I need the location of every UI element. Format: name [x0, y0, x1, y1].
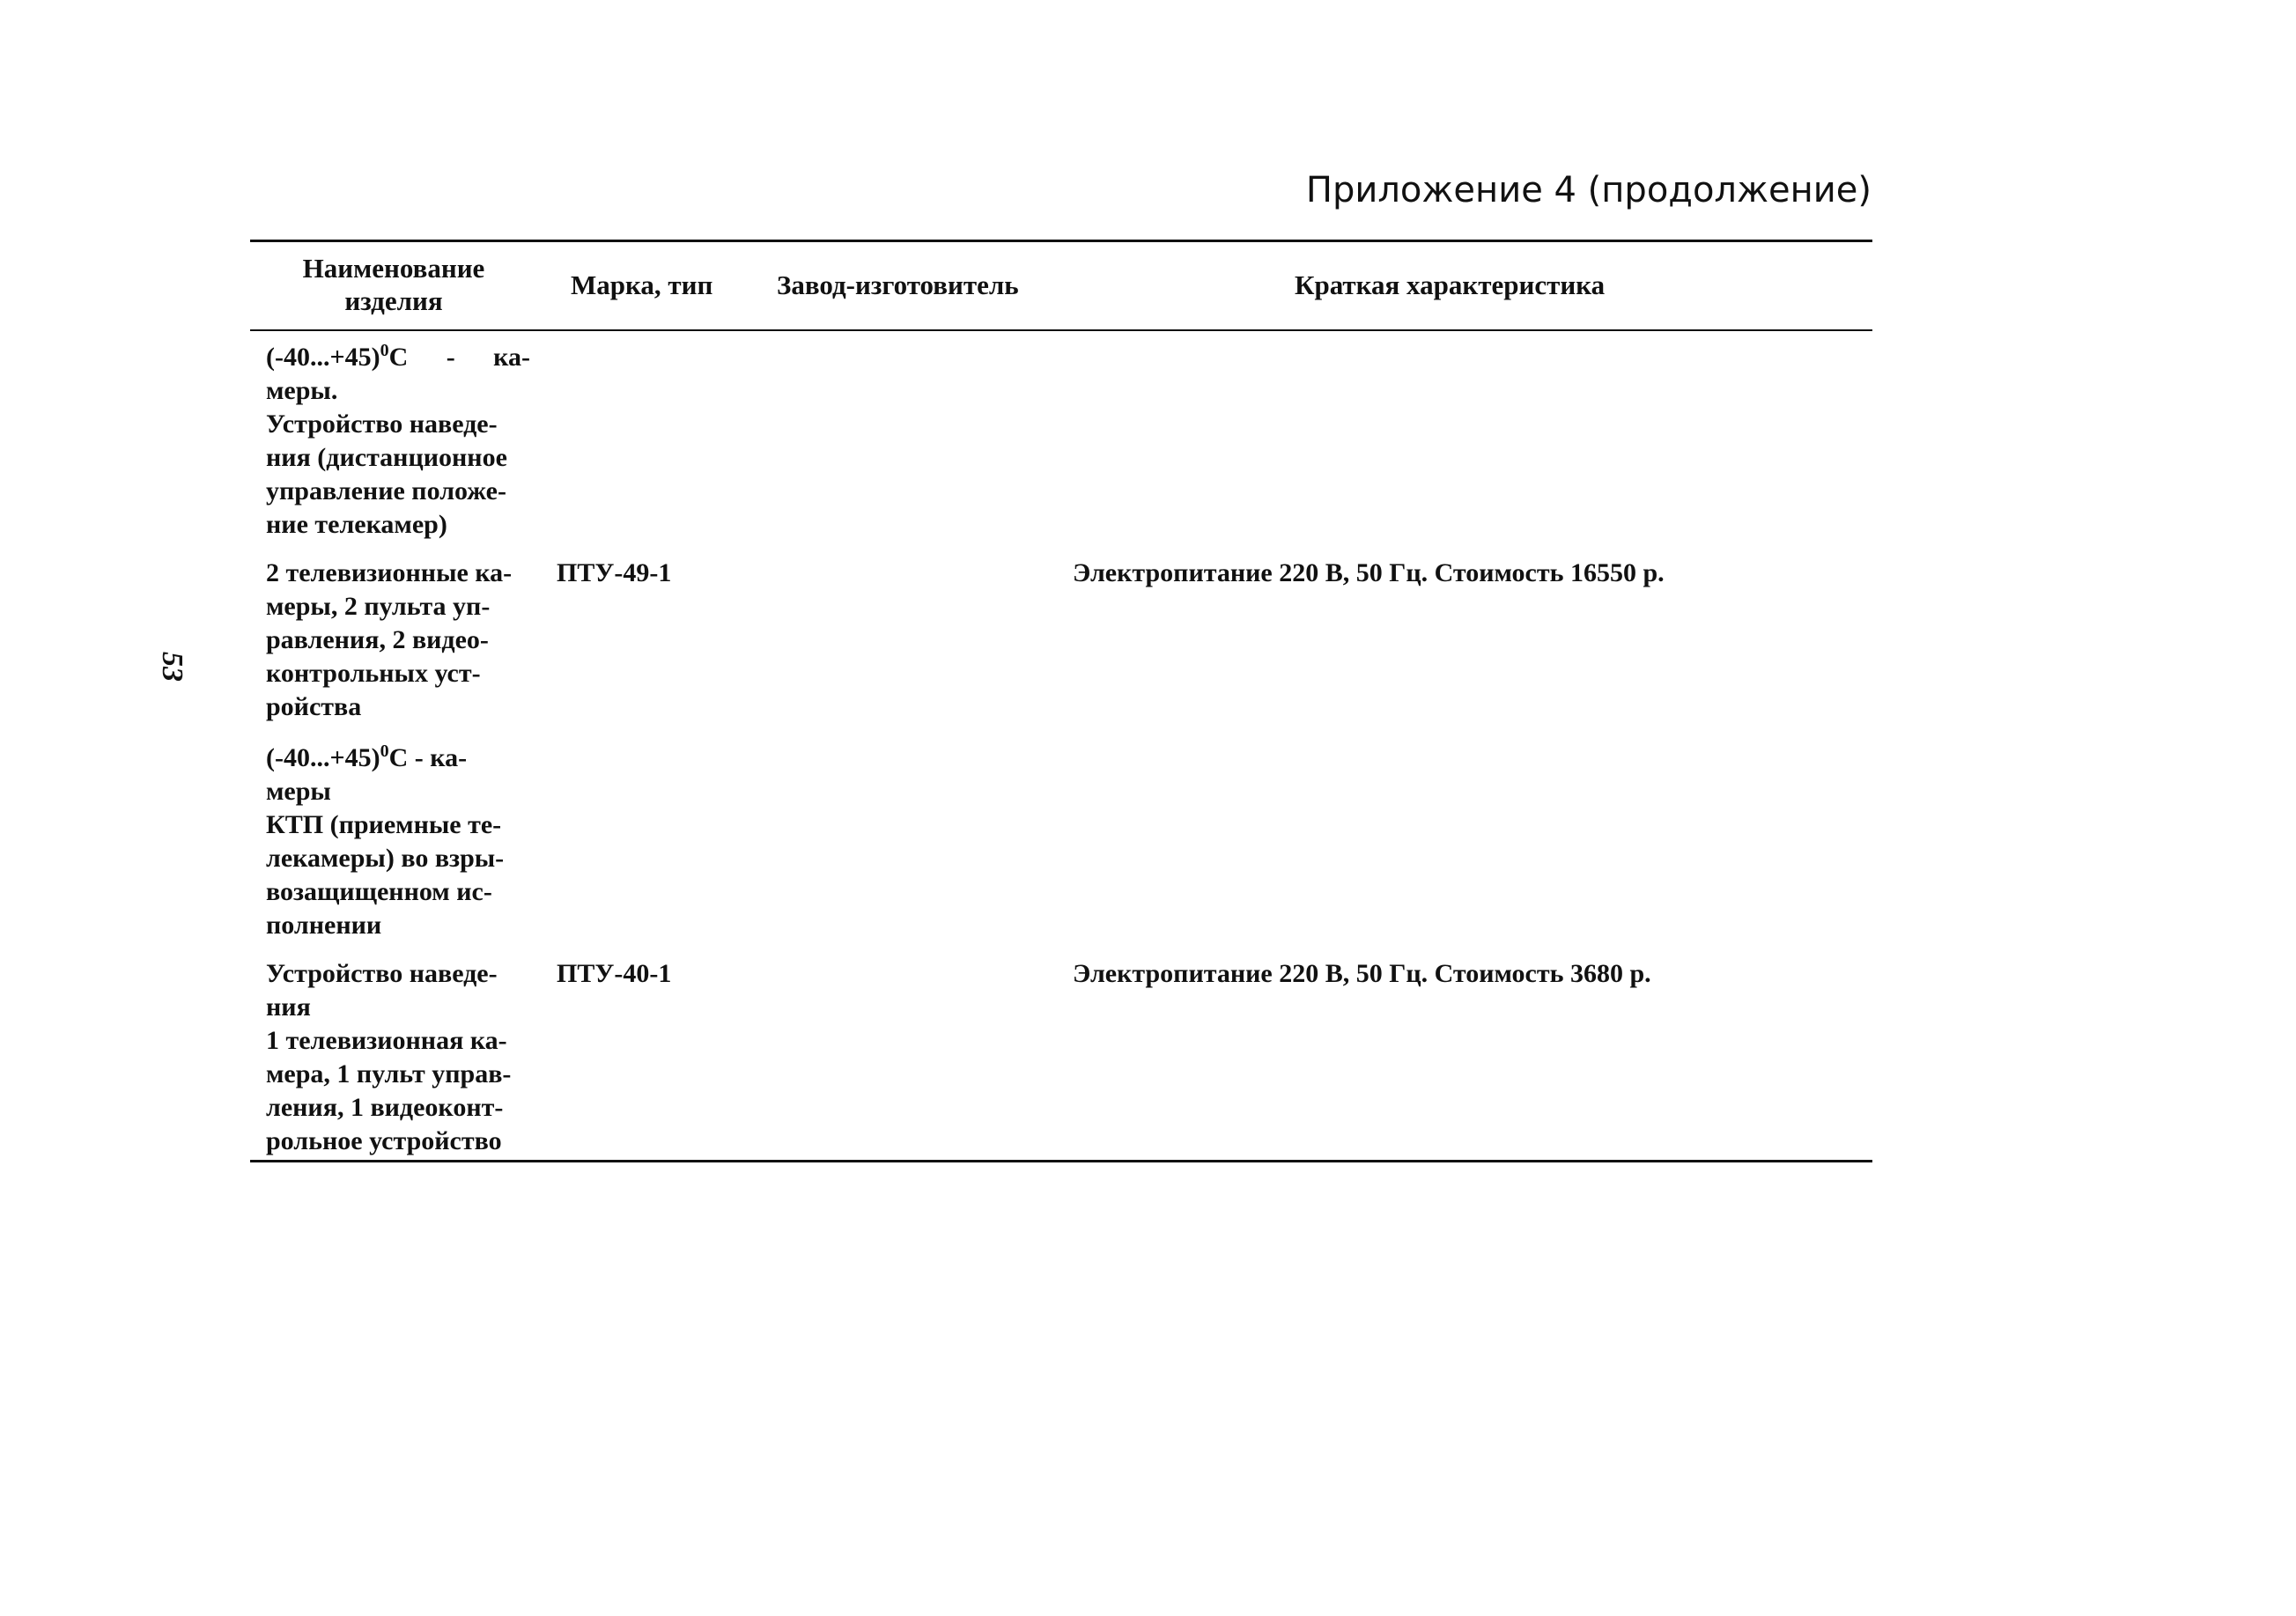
name-line: контрольных уст-	[266, 659, 481, 688]
name-line: Устройство наведе-	[266, 410, 498, 439]
name-line: равления, 2 видео-	[266, 625, 489, 654]
table-bottom-rule	[250, 1160, 1872, 1162]
name-line: возащищенном ис-	[266, 877, 492, 906]
name-line: меры.	[266, 376, 338, 405]
name-line: рольное устройство	[266, 1126, 502, 1155]
name-line: меры, 2 пульта уп-	[266, 592, 491, 621]
name-line: ройства	[266, 692, 362, 721]
degree-sup: 0	[380, 742, 389, 761]
table-row-4-name	[266, 957, 530, 1158]
page-number: 53	[156, 652, 188, 682]
name-line: Устройство наведе-	[266, 959, 498, 988]
table-row-1-name	[266, 341, 530, 542]
appendix-title: Приложение 4 (продолжение)	[1305, 170, 1871, 210]
name-line: мера, 1 пульт управ-	[266, 1059, 512, 1088]
name-line: меры	[266, 777, 331, 806]
name-line: (-40...+45)	[266, 343, 380, 372]
table-row-4-brand: ПТУ-40-1	[557, 959, 672, 988]
header-name	[257, 252, 530, 317]
header-spec: Краткая характеристика	[1295, 269, 1606, 300]
name-line-tail: С - ка-	[388, 343, 530, 372]
table-row-2-name	[266, 557, 530, 724]
table-row-2-spec: Электропитание 220 В, 50 Гц. Стоимость 16550 р.	[1073, 558, 1665, 587]
name-line: (-40...+45)	[266, 743, 380, 772]
table-row-4-spec: Электропитание 220 В, 50 Гц. Стоимость 3680 р.	[1073, 959, 1651, 988]
header-name-line2: изделия	[344, 285, 443, 316]
name-line: КТП (приемные те-	[266, 810, 502, 839]
name-line: 1 телевизионная ка-	[266, 1026, 507, 1055]
name-line: ния	[266, 992, 311, 1022]
name-line: ние телекамер)	[266, 510, 447, 539]
name-line: лекамеры) во взры-	[266, 844, 505, 873]
name-line: ления, 1 видеоконт-	[266, 1093, 504, 1122]
name-line-tail: С - ка-	[388, 743, 468, 772]
header-name-line1: Наименование	[302, 253, 485, 284]
table-header-rule	[250, 329, 1872, 331]
name-line: ния (дистанционное	[266, 443, 507, 472]
header-brand: Марка, тип	[571, 269, 713, 300]
name-line: полнении	[266, 911, 382, 940]
table-top-rule	[250, 240, 1872, 242]
name-line: управление положе-	[266, 476, 506, 505]
name-line: 2 телевизионные ка-	[266, 558, 513, 587]
table-row-2-brand: ПТУ-49-1	[557, 558, 672, 587]
degree-sup: 0	[380, 341, 389, 360]
header-manufacturer: Завод-изготовитель	[777, 269, 1019, 300]
table-row-3-name	[266, 742, 530, 942]
